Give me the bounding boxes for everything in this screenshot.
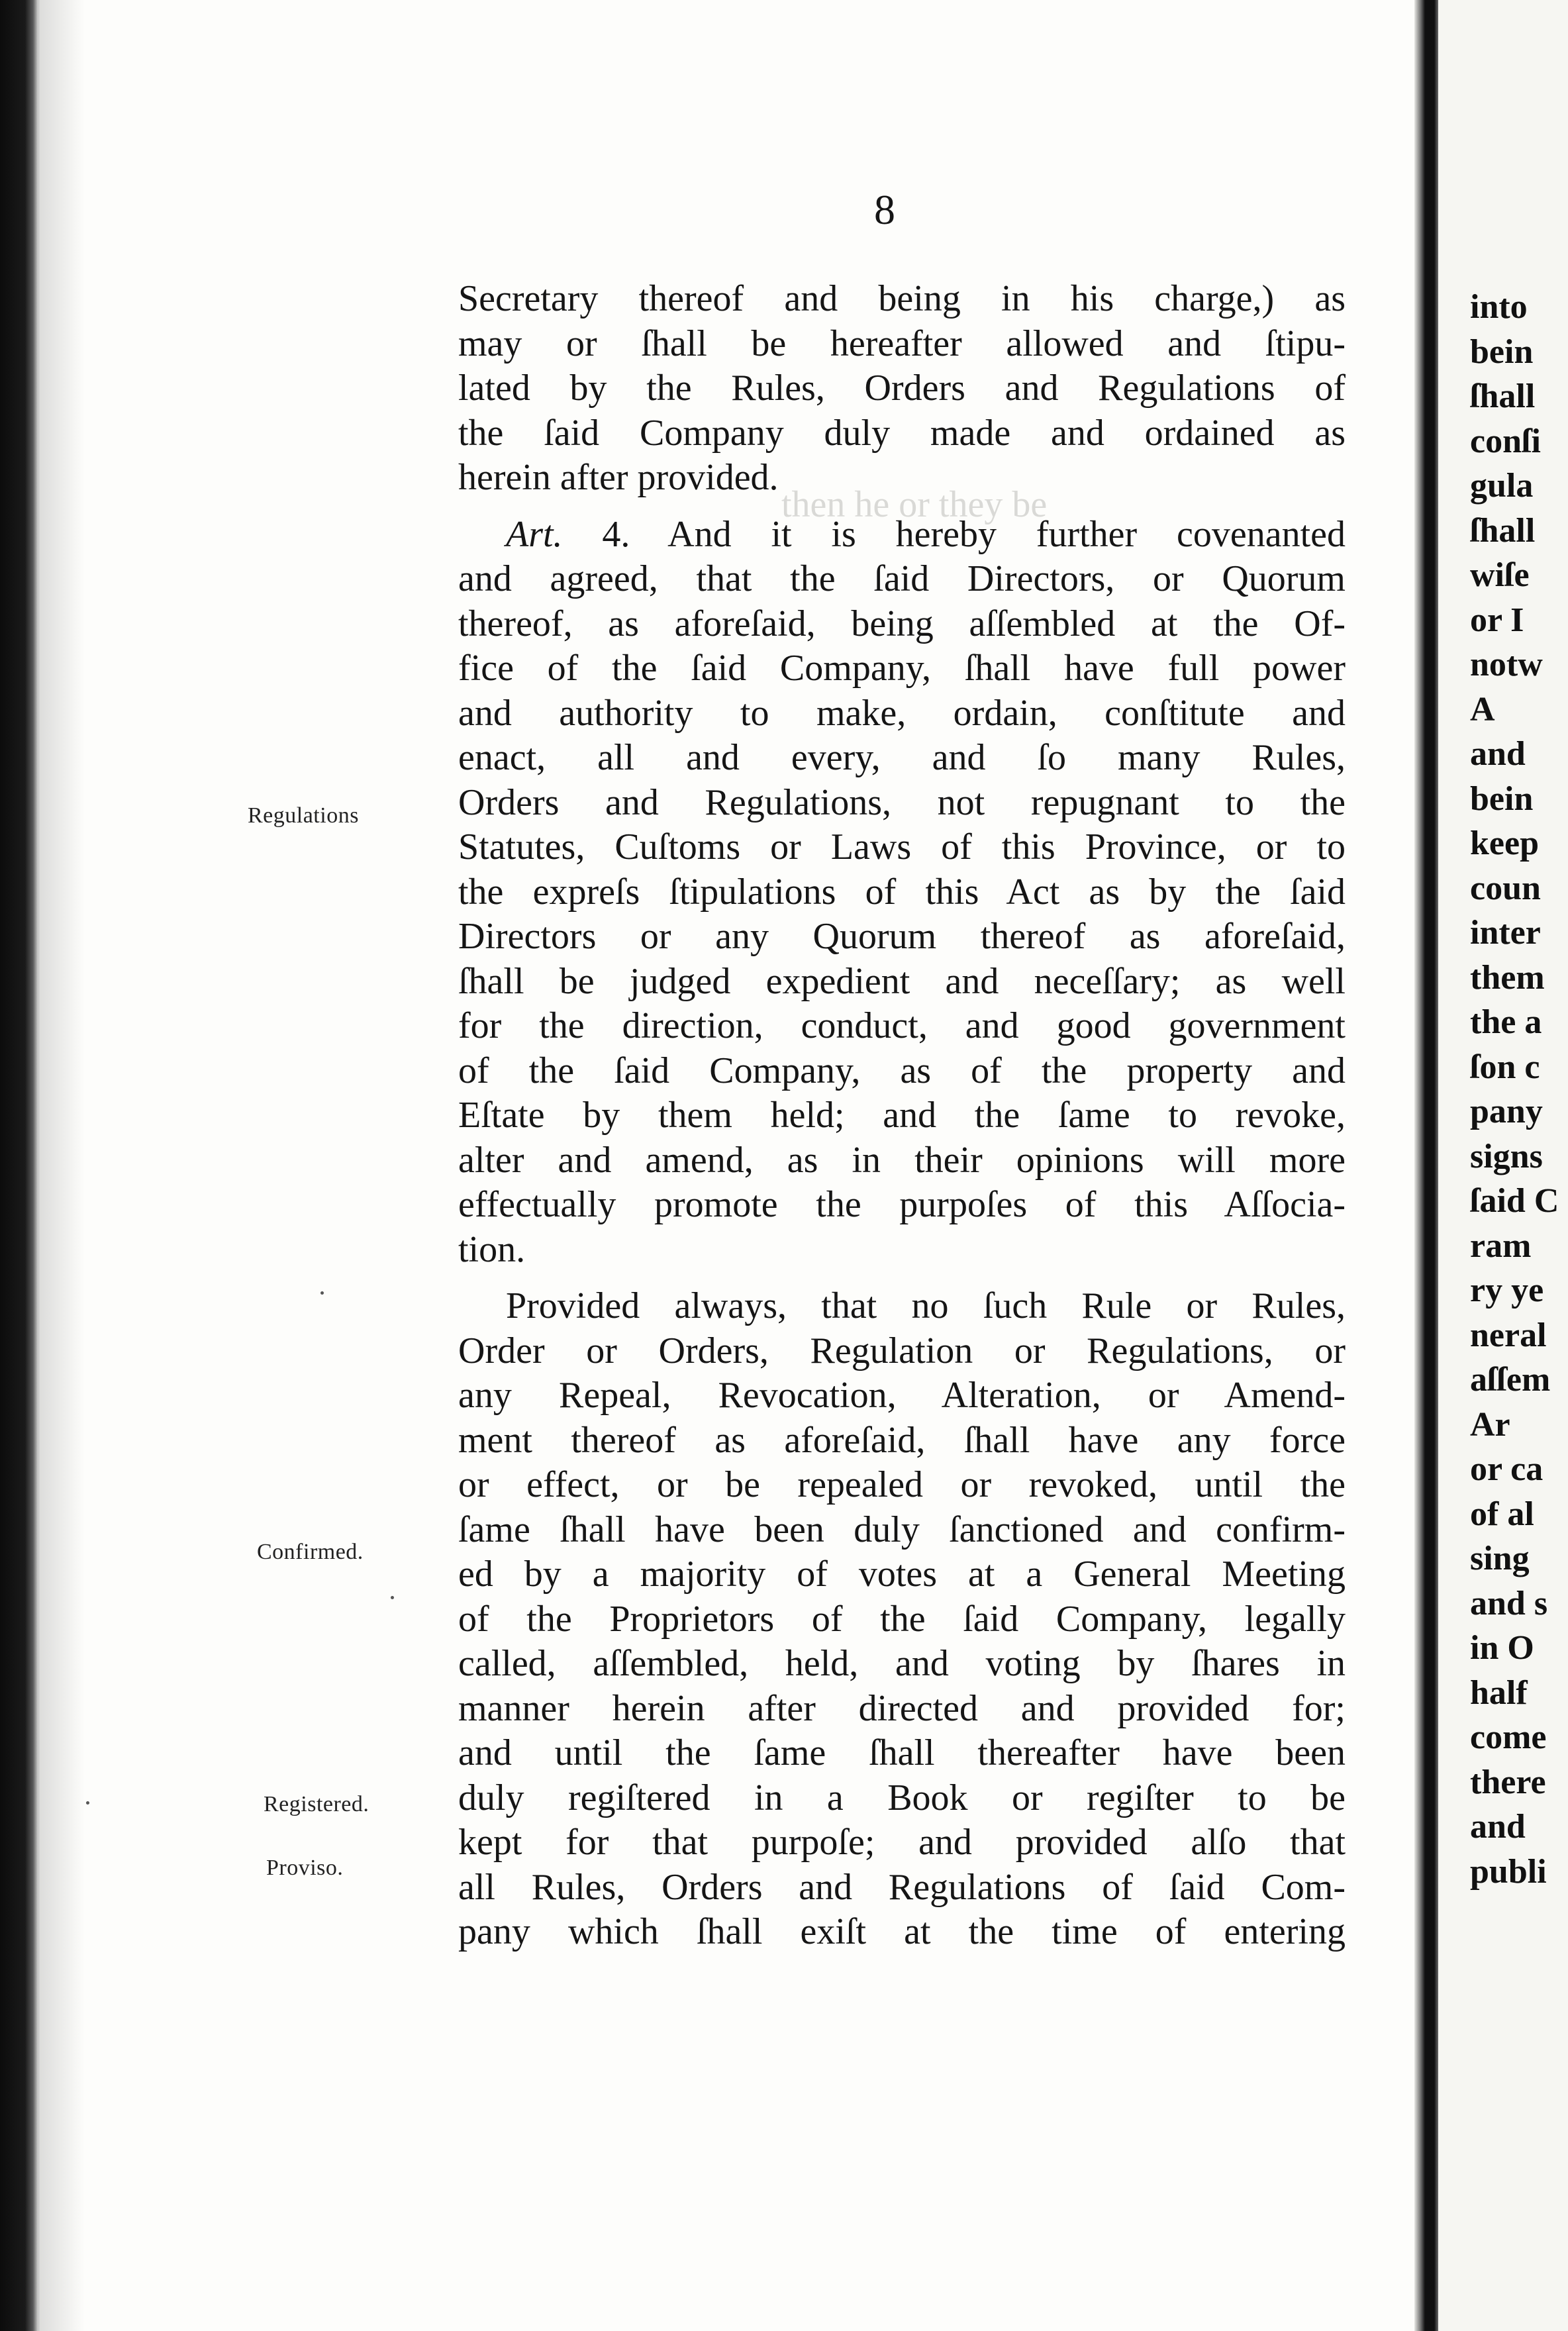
- text-line: Directors or any Quorum thereof as aforeſaid,: [458, 916, 1346, 957]
- text-line: the ſaid Company duly made and ordained as: [458, 412, 1346, 454]
- text-line: ſame ſhall have been duly ſanctioned and confirm-: [458, 1509, 1346, 1550]
- text-line: fice of the ſaid Company, ſhall have full power: [458, 648, 1346, 689]
- scan-left-edge: [0, 0, 40, 2331]
- scan-speck: [86, 1801, 89, 1805]
- facing-page-line: and: [1470, 735, 1526, 773]
- facing-page-line: of al: [1470, 1495, 1534, 1533]
- text-line: effectually promote the purpoſes of this Aſſocia-: [458, 1184, 1346, 1225]
- facing-page-line: ſhall: [1470, 377, 1536, 415]
- margin-note-registered: Registered.: [264, 1792, 369, 1816]
- text-line: all Rules, Orders and Regulations of ſaid Com-: [458, 1866, 1346, 1908]
- facing-page-line: in O: [1470, 1629, 1534, 1667]
- show-through-text: then he or they be: [781, 484, 1048, 525]
- facing-page-line: and: [1470, 1808, 1526, 1846]
- text-line: called, aſſembled, held, and voting by ſhares in: [458, 1643, 1346, 1684]
- facing-page-line: ram: [1470, 1226, 1532, 1265]
- scan-speck: [320, 1291, 324, 1295]
- text-line: or effect, or be repealed or revoked, until the: [458, 1464, 1346, 1505]
- facing-page-line: Ar: [1470, 1405, 1510, 1444]
- scan-speck: [391, 1596, 394, 1599]
- text-line: manner herein after directed and provided for;: [458, 1687, 1346, 1729]
- text-line: ſhall be judged expedient and neceſſary; as well: [458, 960, 1346, 1002]
- facing-page-line: bein: [1470, 779, 1534, 818]
- facing-page-line: come: [1470, 1718, 1547, 1756]
- text-line: alter and amend, as in their opinions will more: [458, 1139, 1346, 1181]
- facing-page-line: or ca: [1470, 1450, 1544, 1488]
- text-line: Art. 4. And it is hereby further covenanted: [506, 513, 1346, 555]
- facing-page-line: publi: [1470, 1852, 1547, 1891]
- text-line: may or ſhall be hereafter allowed and ſtipu-: [458, 322, 1346, 364]
- facing-page-line: them: [1470, 958, 1545, 997]
- text-line: Statutes, Cuſtoms or Laws of this Province, or to: [458, 826, 1346, 868]
- text-line: thereof, as aforeſaid, being aſſembled at the Of-: [458, 603, 1346, 644]
- facing-page-line: neral: [1470, 1316, 1547, 1354]
- page-number: 8: [874, 186, 895, 233]
- facing-page-line: ſhall: [1470, 511, 1536, 550]
- text-line: for the direction, conduct, and good government: [458, 1005, 1346, 1046]
- text-line: and agreed, that the ſaid Directors, or Quorum: [458, 558, 1346, 599]
- facing-page-line: sing: [1470, 1540, 1530, 1577]
- text-line: ed by a majority of votes at a General Meeting: [458, 1554, 1346, 1595]
- scan-left-shadow: [38, 0, 85, 2331]
- margin-note-confirmed: Confirmed.: [257, 1540, 364, 1564]
- facing-page-line: aſſem: [1470, 1361, 1551, 1399]
- book-gutter: [1414, 0, 1438, 2331]
- facing-page-line: signs: [1470, 1137, 1543, 1175]
- text-line: Eſtate by them held; and the ſame to revoke,: [458, 1095, 1346, 1136]
- text-line: any Repeal, Revocation, Alteration, or Amend-: [458, 1375, 1346, 1416]
- text-line: duly regiſtered in a Book or regiſter to be: [458, 1777, 1346, 1818]
- facing-page-line: conſi: [1470, 422, 1541, 460]
- text-line: the expreſs ſtipulations of this Act as by the ſaid: [458, 871, 1346, 913]
- text-line: ment thereof as aforeſaid, ſhall have any force: [458, 1419, 1346, 1461]
- facing-page-line: ſaid C: [1470, 1182, 1559, 1220]
- margin-note-regulations: Regulations: [248, 803, 359, 828]
- facing-page-line: coun: [1470, 869, 1541, 907]
- facing-page-line: or I: [1470, 601, 1524, 639]
- text-line: Orders and Regulations, not repugnant to the: [458, 781, 1346, 823]
- text-line: pany which ſhall exiſt at the time of entering: [458, 1911, 1346, 1952]
- margin-note-proviso: Proviso.: [266, 1856, 344, 1880]
- text-line: of the ſaid Company, as of the property and: [458, 1050, 1346, 1091]
- text-line: Provided always, that no ſuch Rule or Rules,: [506, 1285, 1346, 1326]
- text-line: lated by the Rules, Orders and Regulations of: [458, 368, 1346, 409]
- facing-page-line: keep: [1470, 824, 1539, 862]
- facing-page-line: and s: [1470, 1584, 1548, 1622]
- facing-page-line: bein: [1470, 332, 1534, 371]
- facing-page-line: into: [1470, 288, 1528, 326]
- text-line: enact, all and every, and ſo many Rules,: [458, 737, 1346, 778]
- facing-page-line: A: [1470, 690, 1495, 728]
- text-line: of the Proprietors of the ſaid Company, legally: [458, 1598, 1346, 1640]
- text-line: and until the ſame ſhall thereafter have been: [458, 1732, 1346, 1773]
- text-line: Secretary thereof and being in his charge,) as: [458, 278, 1346, 319]
- text-line: tion.: [458, 1228, 526, 1270]
- text-line: and authority to make, ordain, conſtitute and: [458, 692, 1346, 734]
- text-line: kept for that purpoſe; and provided alſo that: [458, 1822, 1346, 1863]
- facing-page-line: the a: [1470, 1003, 1542, 1041]
- text-line: herein after provided.: [458, 457, 779, 498]
- facing-page-line: half: [1470, 1673, 1528, 1712]
- facing-page-line: ſon c: [1470, 1048, 1540, 1086]
- facing-page-line: notw: [1470, 646, 1543, 683]
- facing-page-line: pany: [1470, 1093, 1543, 1130]
- article-label: Art.: [506, 513, 563, 555]
- text-line: Order or Orders, Regulation or Regulations, or: [458, 1330, 1346, 1371]
- facing-page-line: gula: [1470, 467, 1534, 505]
- facing-page-line: inter: [1470, 914, 1541, 952]
- body-text: [458, 277, 1346, 1955]
- facing-page-line: wiſe: [1470, 556, 1530, 594]
- facing-page-line: ry ye: [1470, 1271, 1544, 1309]
- facing-page-line: there: [1470, 1763, 1546, 1801]
